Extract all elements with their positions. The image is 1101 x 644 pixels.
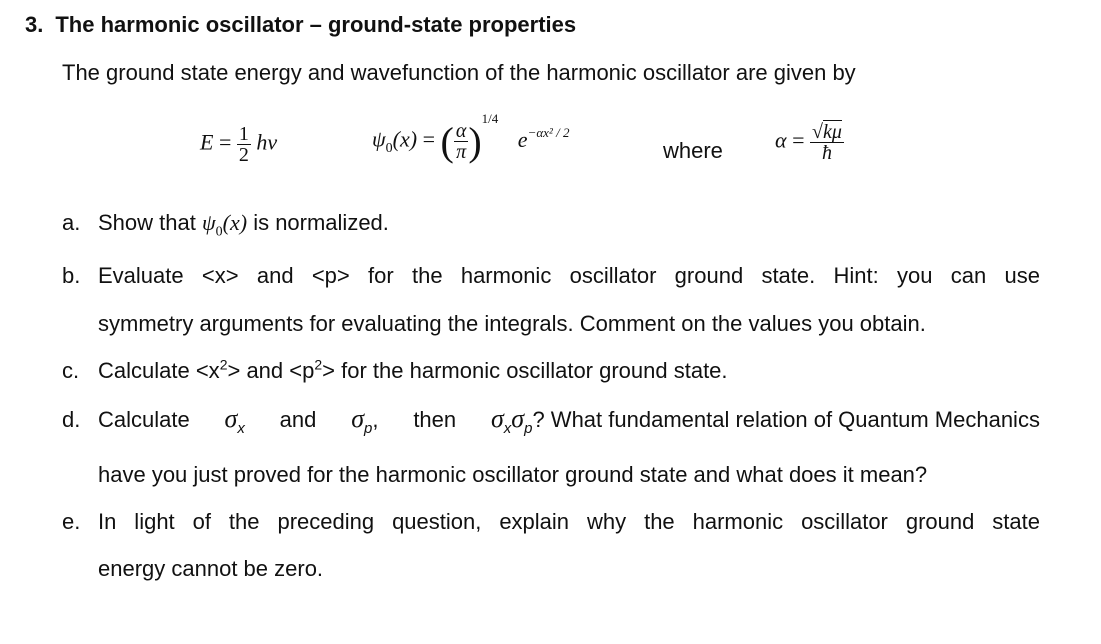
subscript: p bbox=[524, 420, 533, 437]
question-number: 3. bbox=[25, 12, 44, 37]
sigma-symbol: σ bbox=[351, 404, 365, 433]
part-label: e. bbox=[62, 509, 81, 534]
equals-sign: = bbox=[422, 126, 436, 152]
psi-argument: (x) bbox=[392, 126, 418, 152]
subscript: p bbox=[364, 420, 373, 437]
right-paren: ) bbox=[468, 119, 482, 164]
sigma-symbol: σ bbox=[224, 404, 238, 433]
equals-sign: = bbox=[792, 127, 805, 153]
part-e-continuation: energy cannot be zero. bbox=[98, 556, 324, 581]
wavefunction-equation bbox=[372, 110, 570, 165]
part-d-continuation: have you just proved for the harmonic oscillator ground state and what does it mean? bbox=[98, 462, 928, 487]
power-exponent: 1/4 bbox=[481, 110, 499, 126]
exponential-power: −αx² / 2 bbox=[527, 124, 570, 140]
psi-symbol: ψ bbox=[201, 210, 216, 235]
part-label: a. bbox=[62, 210, 81, 235]
part-text: > for the harmonic oscillator ground state. bbox=[322, 358, 728, 383]
fraction-numerator: α bbox=[455, 120, 467, 142]
part-text: is normalized. bbox=[253, 210, 389, 235]
part-b bbox=[62, 263, 1040, 289]
part-text: In light of the preceding question, explain why the harmonic oscillator ground state bbox=[98, 509, 1040, 534]
superscript: 2 bbox=[314, 356, 323, 373]
part-text: then bbox=[413, 407, 457, 432]
exponential-base: e bbox=[517, 126, 528, 152]
sigma-symbol: σ bbox=[490, 404, 504, 433]
part-text: Calculate <x bbox=[98, 358, 220, 383]
part-text: > and <p bbox=[227, 358, 315, 383]
part-label: d. bbox=[62, 407, 81, 432]
sqrt-numerator bbox=[810, 122, 844, 142]
left-paren: ( bbox=[440, 119, 454, 164]
energy-symbol: E bbox=[200, 129, 214, 155]
part-text: Show that bbox=[98, 210, 196, 235]
hbar-denominator: ħ bbox=[810, 142, 844, 163]
psi-subscript: 0 bbox=[215, 224, 223, 240]
intro-text: The ground state energy and wavefunction of the harmonic oscillator are given by bbox=[62, 60, 856, 85]
h-nu: hν bbox=[256, 129, 278, 155]
psi-subscript: 0 bbox=[385, 140, 393, 156]
fraction-denominator: 2 bbox=[238, 144, 249, 166]
part-c bbox=[62, 358, 1040, 384]
part-text: , bbox=[372, 407, 379, 432]
k-mu: kμ bbox=[822, 121, 842, 143]
alpha-symbol: α bbox=[775, 127, 787, 153]
alpha-over-pi-fraction bbox=[454, 121, 469, 162]
part-a bbox=[62, 210, 1040, 240]
superscript: 2 bbox=[219, 356, 228, 373]
psi-symbol: ψ bbox=[372, 126, 386, 152]
part-label: c. bbox=[62, 358, 80, 383]
one-half-fraction bbox=[237, 124, 251, 165]
part-e bbox=[62, 509, 1040, 535]
psi-argument: (x) bbox=[222, 210, 248, 235]
part-d bbox=[62, 404, 1040, 437]
part-text: Calculate bbox=[98, 407, 190, 432]
part-text: and bbox=[279, 407, 317, 432]
sigma-symbol: σ bbox=[511, 404, 525, 433]
part-text: Evaluate <x> and <p> for the harmonic oscillator ground state. Hint: you can use bbox=[98, 263, 1040, 288]
alpha-equation bbox=[775, 122, 844, 163]
part-b-continuation: symmetry arguments for evaluating the integrals. Comment on the values you obtain. bbox=[98, 311, 926, 336]
fraction-numerator: 1 bbox=[238, 123, 249, 145]
part-label: b. bbox=[62, 263, 81, 288]
question-heading bbox=[25, 12, 576, 38]
fraction-denominator: π bbox=[454, 141, 469, 162]
subscript: x bbox=[237, 420, 245, 437]
sqrt-icon: √ bbox=[811, 121, 823, 143]
equals-sign: = bbox=[218, 129, 232, 155]
part-text: ? What fundamental relation of Quantum Mechanics bbox=[532, 407, 1040, 432]
energy-equation bbox=[200, 124, 277, 165]
question-title: The harmonic oscillator – ground-state properties bbox=[55, 12, 577, 37]
alpha-fraction bbox=[810, 122, 844, 163]
subscript: x bbox=[503, 420, 512, 437]
where-label: where bbox=[663, 138, 723, 163]
